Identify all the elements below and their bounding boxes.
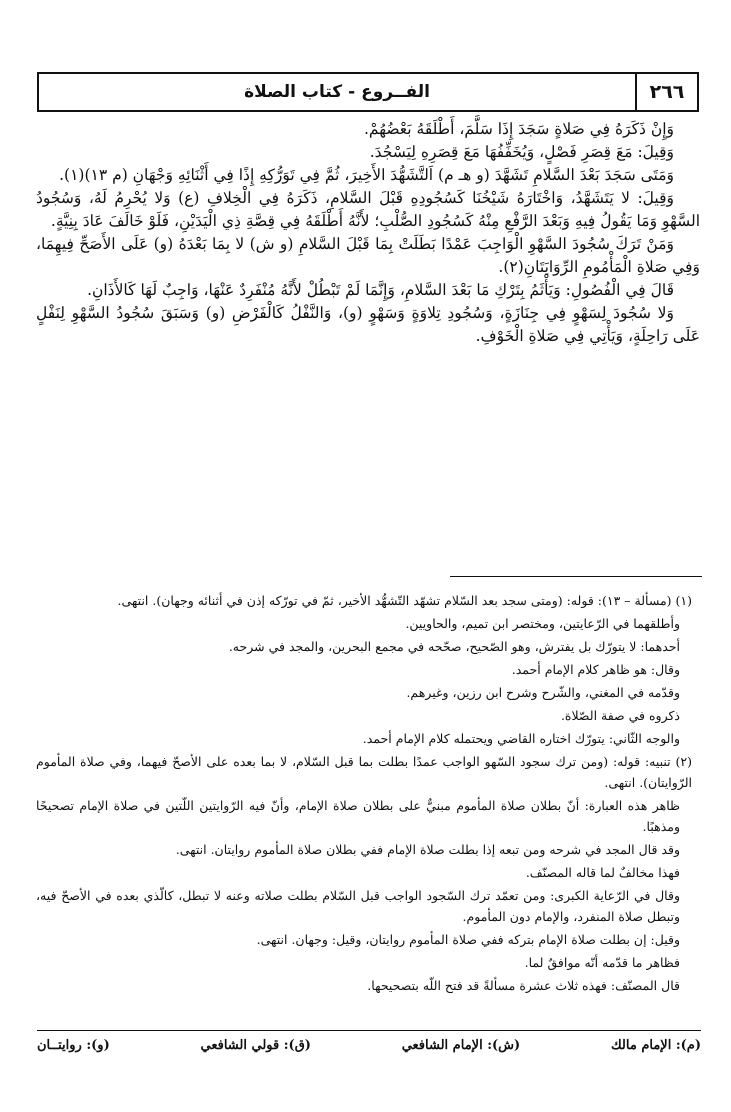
footnote-line: فهذا مخالفٌ لما قاله المصنّف. [525,865,680,880]
footnote-separator [450,576,702,577]
main-paragraph-2: وَقِيلَ: مَعَ قِصَرِ فَصْلٍ، وَيُخَفِّفُهَا مَعَ قِصَرِهِ لِيَسْجُدَ. [369,143,674,161]
footnote-line: ظاهر هذه العبارة: أنّ بطلان صلاة المأموم مبنيٌّ على بطلان صلاة الإمام، وأنّ فيه الرّوايتين اللّتين في صلاة الإمام تصحيحًا ومذهبًا. [36,798,680,834]
legend-imam-malik: (م): الإمام مالك [610,1038,701,1053]
legend-qawl-shafii: (ق): قولي الشافعي [200,1038,311,1053]
main-paragraph-1: وَإِنْ ذَكَرَهُ فِي صَلاةٍ سَجَدَ إِذَا سَلَّمَ، أَطْلَقَهُ بَعْضُهُمْ. [363,120,674,138]
footnote-line: وقال: هو ظاهر كلام الإمام أحمد. [511,662,680,677]
main-paragraph-4: وَقِيلَ: لا يَتَشَهَّدُ، وَاخْتَارَهُ شَيْخُنَا كَسُجُودِهِ قَبْلَ السَّلامِ، ذَكَرَهُ فِي الْخِلافِ (ع) وَلا يُحْرِمُ لَهُ، وَسُجُودُ السَّهْوِ وَمَا يَقُولُ فِيهِ وَبَعْدَ الرَّفْعِ مِنْهُ كَسُجُودِ الصُّلْبِ؛ لأَنَّهُ أَطْلَقَهُ فِي قِصَّةِ ذِي الْيَدَيْنِ، فَلَوْ خَالَفَ عَادَ بِنِيَّةٍ. [36,189,700,230]
footnote-line: أحدهما: لا يتورّك بل يفترش، وهو الصّحيح، صحّحه في مجمع البحرين، والمجد في شرحه. [228,639,680,654]
footnotes [36,590,700,998]
main-paragraph-7: وَلا سُجُودَ لِسَهْوٍ فِي جِنَازَةٍ، وَسُجُودِ تِلاوَةٍ وَسَهْوٍ (و)، وَالنَّفْلُ كَالْفَرْضِ (و) وَسَبَقَ سُجُودُ السَّهْوِ لِنَفْلٍ عَلَى رَاحِلَةٍ، وَيَأْتِي فِي صَلاةِ الْخَوْفِ. [36,304,700,345]
footnote-1: (١) (مسألة – ١٣): قوله: (ومتى سجد بعد السّلام تشهّد التّشهُّد الأخير، ثمّ في تورّكه إذن في أثنائه وجهان). انتهى. [117,593,692,608]
footnote-line: قال المصنّف: فهذه ثلاث عشرة مسألةً قد فتح اللّه بتصحيحها. [367,978,680,993]
main-paragraph-3: وَمَتَى سَجَدَ بَعْدَ السَّلامِ تَشَهَّدَ (و هـ م) اَلتَّشَهُّدَ الأَخِيرَ، ثُمَّ فِي تَوَرُّكِهِ إِذًا فِي أَثْنَائِهِ وَجْهَانِ (م ١٣)(١). [59,166,674,184]
legend-imam-shafii: (ش): الإمام الشافعي [401,1038,521,1053]
footnote-line: وأطلقهما في الرّعايتين، ومختصر ابن تميم، والحاويين. [405,616,680,631]
footnote-line: وقد قال المجد في شرحه ومن تبعه إذا بطلت صلاة الإمام ففي بطلان صلاة المأموم روايتان. انتهى. [175,842,680,857]
footnote-2: (٢) تنبيه: قوله: (ومن ترك سجود السّهو الواجب عمدًا بطلت بما قبل السّلام، لا بما بعده على الأصحّ فيهما، وفي صلاة المأموم الرّوايتان). انتهى. [36,754,692,790]
footnote-line: والوجه الثّاني: يتورّك اختاره القاضي ويحتمله كلام الإمام أحمد. [362,731,680,746]
footnote-line: وقال في الرّعاية الكبرى: ومن تعمّد ترك السّجود الواجب قبل السّلام بطلت صلاته وعنه لا تبطل، كالّذي بعده في الأصحّ فيه، وتبطل صلاة المنفرد، والإمام دون المأموم. [36,888,680,924]
abbreviation-legend [37,1038,701,1053]
footnote-line: ذكروه في صفة الصّلاة. [560,708,680,723]
footer-separator [37,1030,701,1031]
page-number: ٢٦٦ [635,74,697,110]
running-title: الفــروع - كتاب الصلاة [244,82,430,102]
footnote-line: وقدّمه في المغني، والشّرح وشرح ابن رزين، وغيرهم. [406,685,680,700]
legend-riwayatan: (و): روايتــان [37,1038,110,1053]
page-header [37,72,699,112]
main-paragraph-5: وَمَنْ تَرَكَ سُجُودَ السَّهْوِ الْوَاجِبَ عَمْدًا بَطَلَتْ بِمَا قَبْلَ السَّلامِ (و ش) لا بِمَا بَعْدَهُ (و) عَلَى الأَصَحِّ فِيهِمَا، وَفِي صَلاةِ الْمَأْمُومِ الرِّوَايَتَانِ(٢). [36,235,700,276]
main-text [36,118,700,348]
main-paragraph-6: قَالَ فِي الْفُصُولِ: وَيَأْثَمُ بِتَرْكِ مَا بَعْدَ السَّلامِ، وَإِنَّمَا لَمْ تَبْطُلْ لأَنَّهُ مُنْفَرِدٌ عَنْهَا، وَاجِبٌ لَهَا كَالأَذَانِ. [87,281,674,299]
footnote-line: فظاهر ما قدّمه أنّه موافقٌ لما. [524,955,680,970]
footnote-line: وقيل: إن بطلت صلاة الإمام بتركه ففي صلاة المأموم روايتان، وقيل: وجهان. انتهى. [256,932,680,947]
